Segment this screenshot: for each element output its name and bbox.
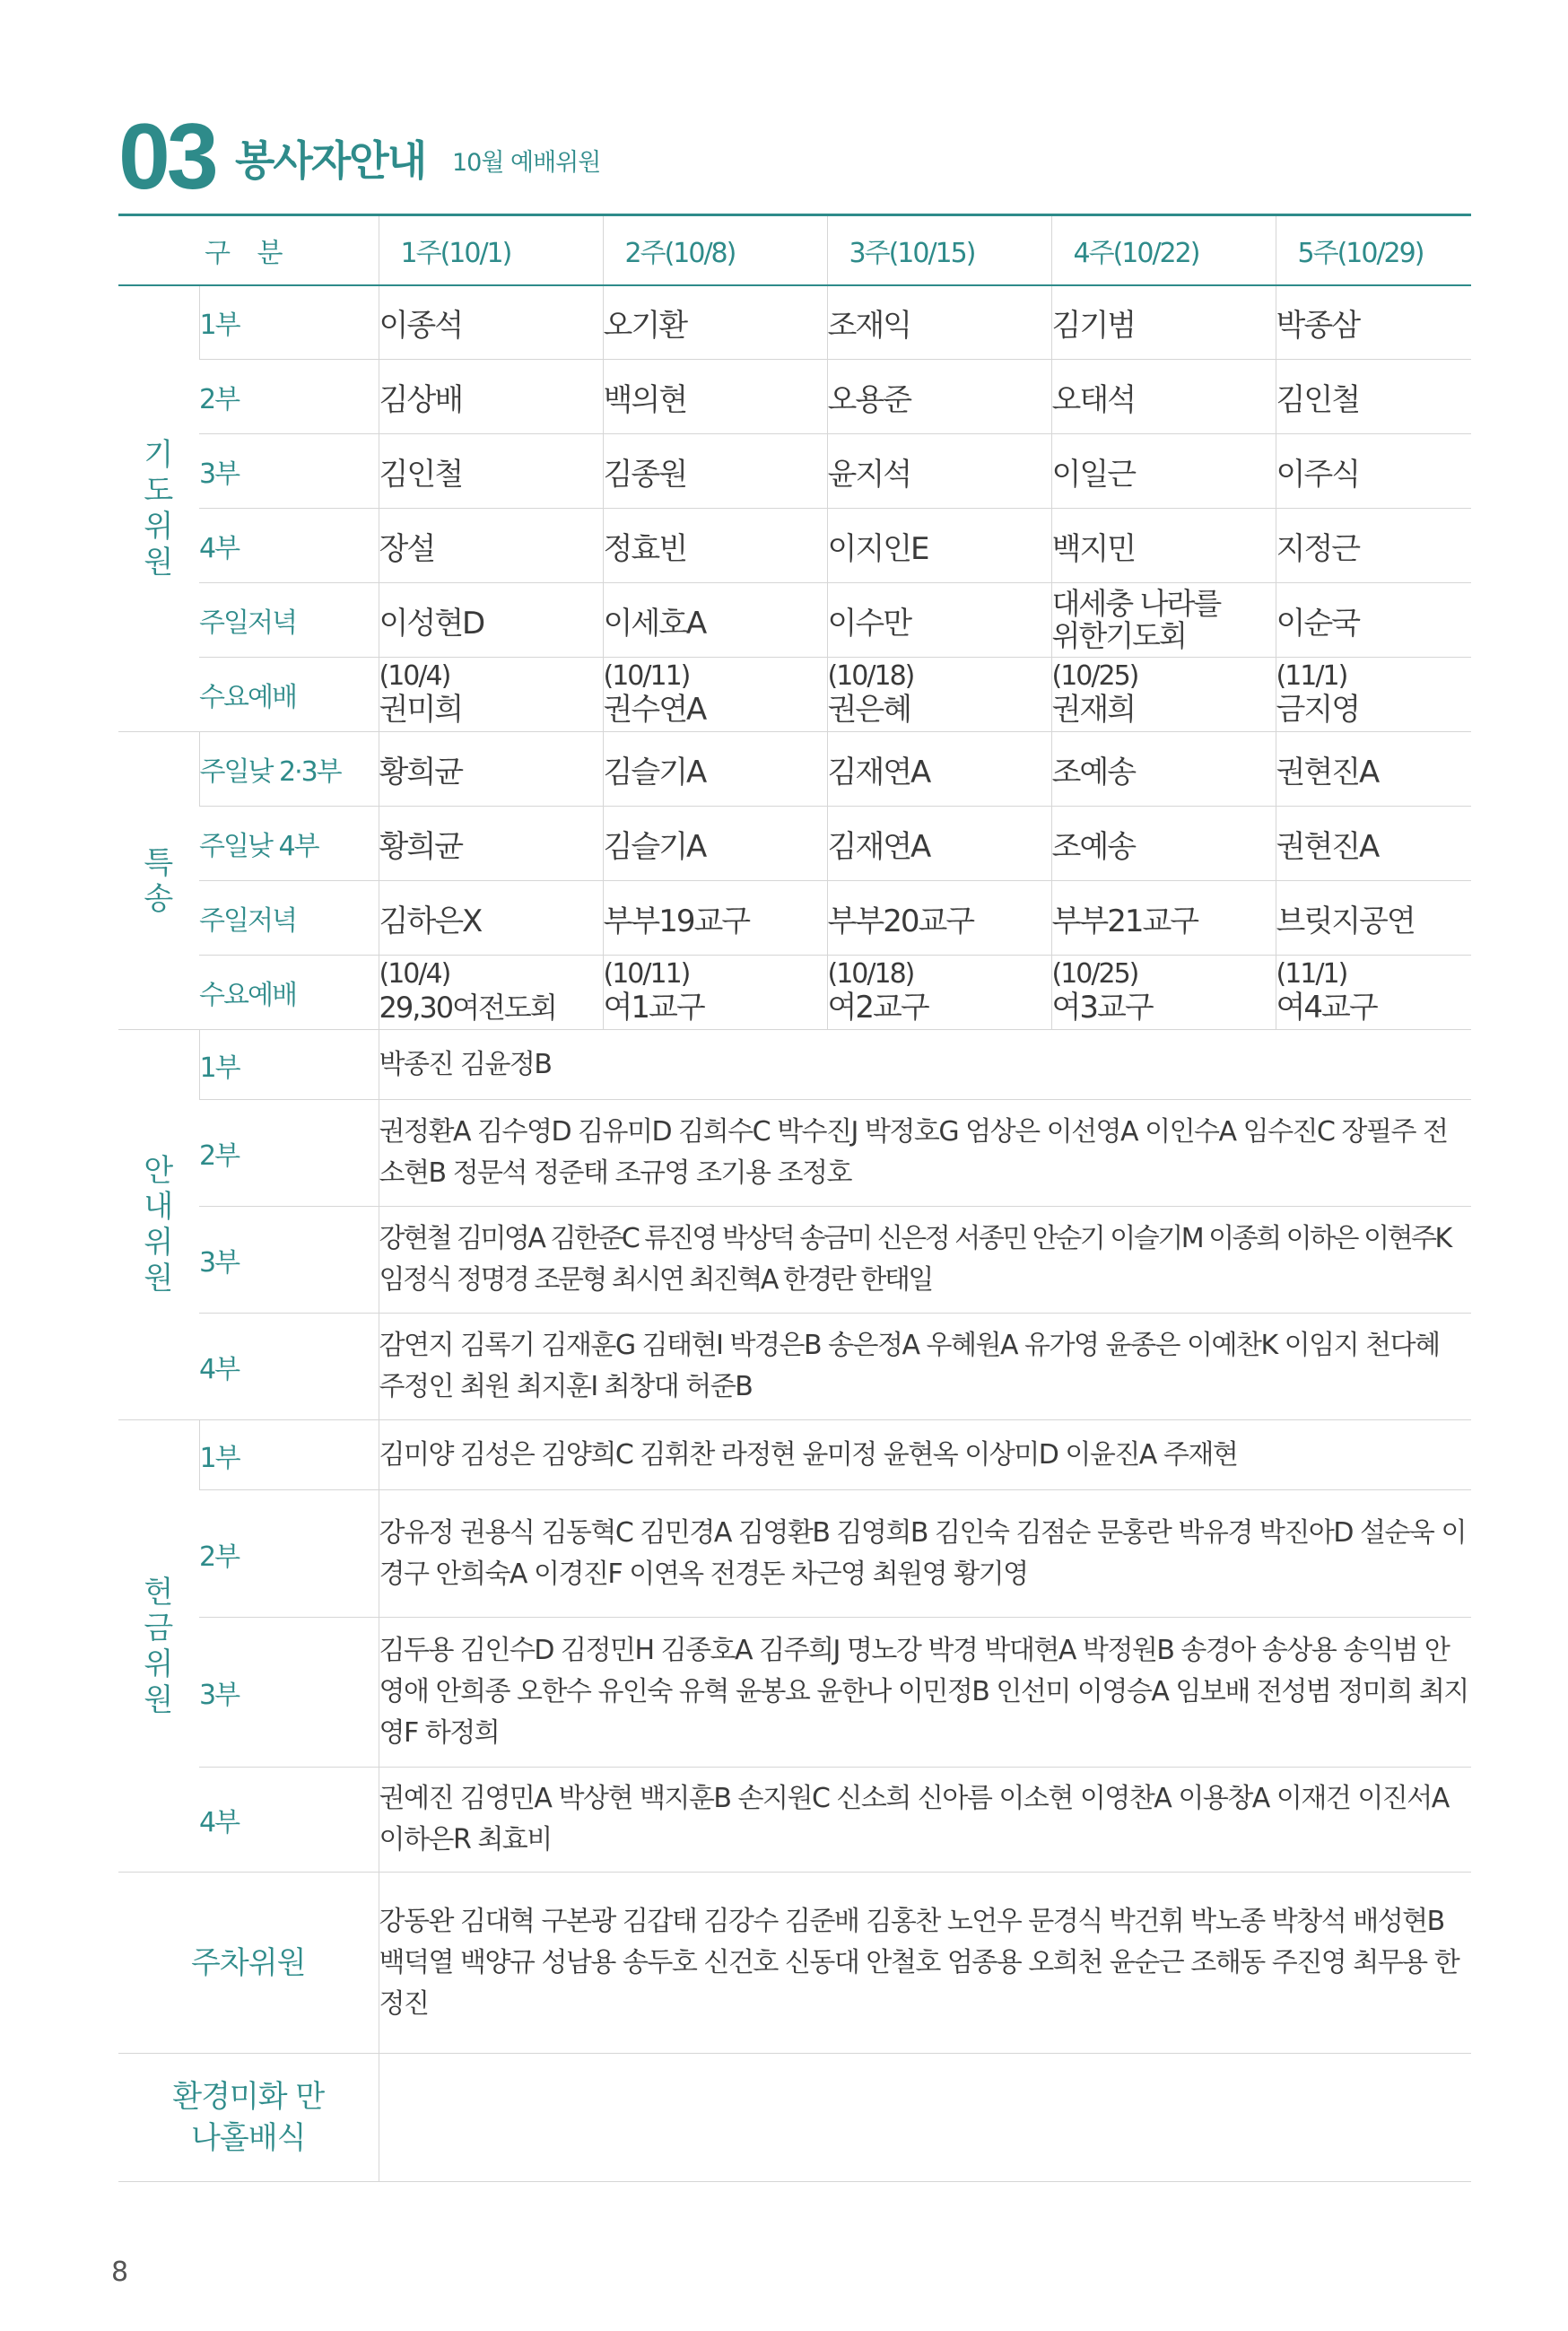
date-label: (10/25) [1051,958,1138,990]
sub-label: 4부 [199,1768,379,1873]
name-cell: 부부21교구 [1051,881,1276,956]
table-row [118,1030,1471,1100]
table-row [118,658,1471,732]
table-row [118,1420,1471,1490]
volunteer-roster-table [118,214,1471,2182]
name-cell: 오태석 [1051,360,1276,434]
name-cell: 이종석 [379,285,603,360]
name-cell: 이순국 [1276,583,1471,658]
names-list: 박종진 김윤정B [379,1030,1471,1100]
name-cell: 이세호A [603,583,827,658]
name-label: 여4교구 [1276,990,1377,1026]
names-list: 감연지 김록기 김재훈G 김태현I 박경은B 송은정A 우혜원A 유가영 윤종은 이예찬K 이임지 천다혜 주정인 최원 최지훈I 최창대 허준B [379,1314,1471,1420]
table-row [118,881,1471,956]
page-number: 8 [111,2257,129,2288]
dated-cell [379,658,603,732]
section-title: 봉사자안내 [235,136,426,185]
sub-label: 1부 [199,1420,379,1490]
table-row [118,1490,1471,1618]
column-header-week5: 5주(10/29) [1276,215,1471,285]
name-cell: 이성현D [379,583,603,658]
name-cell: 김재연A [827,807,1051,881]
dated-cell [379,956,603,1030]
column-header-week4: 4주(10/22) [1051,215,1276,285]
name-cell: 이일근 [1051,434,1276,509]
column-header-week2: 2주(10/8) [603,215,827,285]
date-label: (10/18) [827,660,914,692]
name-cell: 대세충 나라를 위한기도회 [1051,583,1276,658]
names-list: 강동완 김대혁 구본광 김갑태 김강수 김준배 김홍찬 노언우 문경식 박건휘 박노종 박창석 배성현B 백덕열 백양규 성남용 송두호 신건호 신동대 안철호 엄종용 오희천 윤순근 조해동 주진영 최무용 한정진 [379,1873,1471,2054]
group-label-text: 환경미화 만나홀배식 [172,2079,325,2156]
table-row [118,1314,1471,1420]
sub-label: 주일낮 2·3부 [199,732,379,807]
name-cell: 윤지석 [827,434,1051,509]
name-cell: 황희균 [379,732,603,807]
name-cell: 지정근 [1276,509,1471,583]
name-label: 29,30여전도회 [379,991,556,1025]
names-list: 김두용 김인수D 김정민H 김종호A 김주희J 명노강 박경 박대현A 박정원B 송경아 송상용 송익범 안영애 안희종 오한수 유인숙 유혁 윤봉요 윤한나 이민정B 인선미 이영승A 임보배 전성범 정미희 최지영F 하정희 [379,1618,1471,1768]
name-cell: 김슬기A [603,732,827,807]
name-cell: 이지인E [827,509,1051,583]
table-row [118,360,1471,434]
name-cell: 백지민 [1051,509,1276,583]
name-label: 권은혜 [827,692,911,728]
table-row [118,1873,1471,2054]
name-cell: 장설 [379,509,603,583]
date-label: (10/11) [603,958,690,990]
column-header-category: 구 분 [118,215,379,285]
date-label: (10/25) [1051,660,1138,692]
name-label: 금지영 [1276,692,1360,728]
name-label: 여2교구 [827,990,928,1026]
group-label-special [118,732,199,1030]
section-subtitle: 10월 예배위원 [452,149,601,177]
name-label: 권재희 [1051,692,1136,728]
date-label: (10/4) [379,958,450,990]
table-row [118,1100,1471,1207]
dated-cell [603,956,827,1030]
sub-label: 4부 [199,1314,379,1420]
name-label: 여1교구 [603,990,704,1026]
name-cell: 박종삼 [1276,285,1471,360]
table-row [118,434,1471,509]
name-cell: 부부20교구 [827,881,1051,956]
group-label-parking: 주차위원 [118,1873,379,2054]
name-cell: 오기환 [603,285,827,360]
section-number: 03 [118,105,215,209]
group-label-text: 기도위원 [144,436,174,581]
name-cell: 부부19교구 [603,881,827,956]
name-cell: 김슬기A [603,807,827,881]
date-label: (11/1) [1276,660,1347,692]
sub-label: 4부 [199,509,379,583]
dated-cell [1051,956,1276,1030]
name-cell: 오용준 [827,360,1051,434]
sub-label: 3부 [199,1207,379,1314]
table-row [118,732,1471,807]
name-cell: 조재익 [827,285,1051,360]
column-header-week3: 3주(10/15) [827,215,1051,285]
name-cell: 조예송 [1051,807,1276,881]
group-label-text: 안내위원 [144,1153,174,1296]
sub-label: 주일저녁 [199,881,379,956]
table-row [118,1618,1471,1768]
name-cell: 브릿지공연 [1276,881,1471,956]
sub-label: 수요예배 [199,956,379,1030]
sub-label: 주일저녁 [199,583,379,658]
date-label: (11/1) [1276,958,1347,990]
group-label-text: 헌금위원 [144,1574,174,1718]
name-cell: 김인철 [1276,360,1471,434]
sub-label: 1부 [199,1030,379,1100]
table-row [118,285,1471,360]
name-cell: 김하은X [379,881,603,956]
name-cell: 정효빈 [603,509,827,583]
date-label: (10/11) [603,660,690,692]
sub-label: 수요예배 [199,658,379,732]
table-header-row [118,215,1471,285]
sub-label: 1부 [199,285,379,360]
dated-cell [1276,658,1471,732]
name-cell: 권현진A [1276,807,1471,881]
sub-label: 2부 [199,360,379,434]
group-label-offering [118,1420,199,1873]
column-header-week1: 1주(10/1) [379,215,603,285]
name-cell: 김재연A [827,732,1051,807]
names-list: 강현철 김미영A 김한준C 류진영 박상덕 송금미 신은정 서종민 안순기 이슬기M 이종희 이하은 이현주K 임정식 정명경 조문형 최시연 최진혁A 한경란 한태일 [379,1207,1471,1314]
sub-label: 3부 [199,434,379,509]
sub-label: 3부 [199,1618,379,1768]
dated-cell [1051,658,1276,732]
names-list: 권예진 김영민A 박상현 백지훈B 손지원C 신소희 신아름 이소현 이영찬A 이용창A 이재건 이진서A 이하은R 최효비 [379,1768,1471,1873]
name-cell: 백의현 [603,360,827,434]
table-row [118,1768,1471,1873]
group-label-text: 특송 [144,844,174,917]
name-cell: 조예송 [1051,732,1276,807]
table-row [118,956,1471,1030]
dated-cell [1276,956,1471,1030]
dated-cell [827,956,1051,1030]
names-list: 강유정 권용식 김동혁C 김민경A 김영환B 김영희B 김인숙 김점순 문홍란 박유경 박진아D 설순욱 이경구 안희숙A 이경진F 이연옥 전경돈 차근영 최원영 황기영 [379,1490,1471,1618]
name-cell: 황희균 [379,807,603,881]
name-label: 여3교구 [1051,990,1153,1026]
name-cell: 이주식 [1276,434,1471,509]
names-list [379,2054,1471,2182]
name-label: 권미희 [379,692,463,728]
date-label: (10/4) [379,660,450,692]
table-row [118,2054,1471,2182]
name-cell: 이수만 [827,583,1051,658]
sub-label: 주일낮 4부 [199,807,379,881]
table-row [118,509,1471,583]
group-label-prayer [118,285,199,732]
names-list: 권정환A 김수영D 김유미D 김희수C 박수진J 박정호G 엄상은 이선영A 이인수A 임수진C 장필주 전소현B 정문석 정준태 조규영 조기용 조정호 [379,1100,1471,1207]
name-cell: 김상배 [379,360,603,434]
table-row [118,583,1471,658]
dated-cell [603,658,827,732]
name-cell: 김인철 [379,434,603,509]
group-label-environment [118,2054,379,2182]
name-label: 권수연A [603,692,706,728]
name-cell: 김종원 [603,434,827,509]
group-label-usher [118,1030,199,1420]
table-row [118,1207,1471,1314]
dated-cell [827,658,1051,732]
name-cell: 권현진A [1276,732,1471,807]
names-list: 김미양 김성은 김양희C 김휘찬 라정현 윤미정 윤현옥 이상미D 이윤진A 주재현 [379,1420,1471,1490]
sub-label: 2부 [199,1490,379,1618]
table-row [118,807,1471,881]
name-cell: 김기범 [1051,285,1276,360]
sub-label: 2부 [199,1100,379,1207]
date-label: (10/18) [827,958,914,990]
